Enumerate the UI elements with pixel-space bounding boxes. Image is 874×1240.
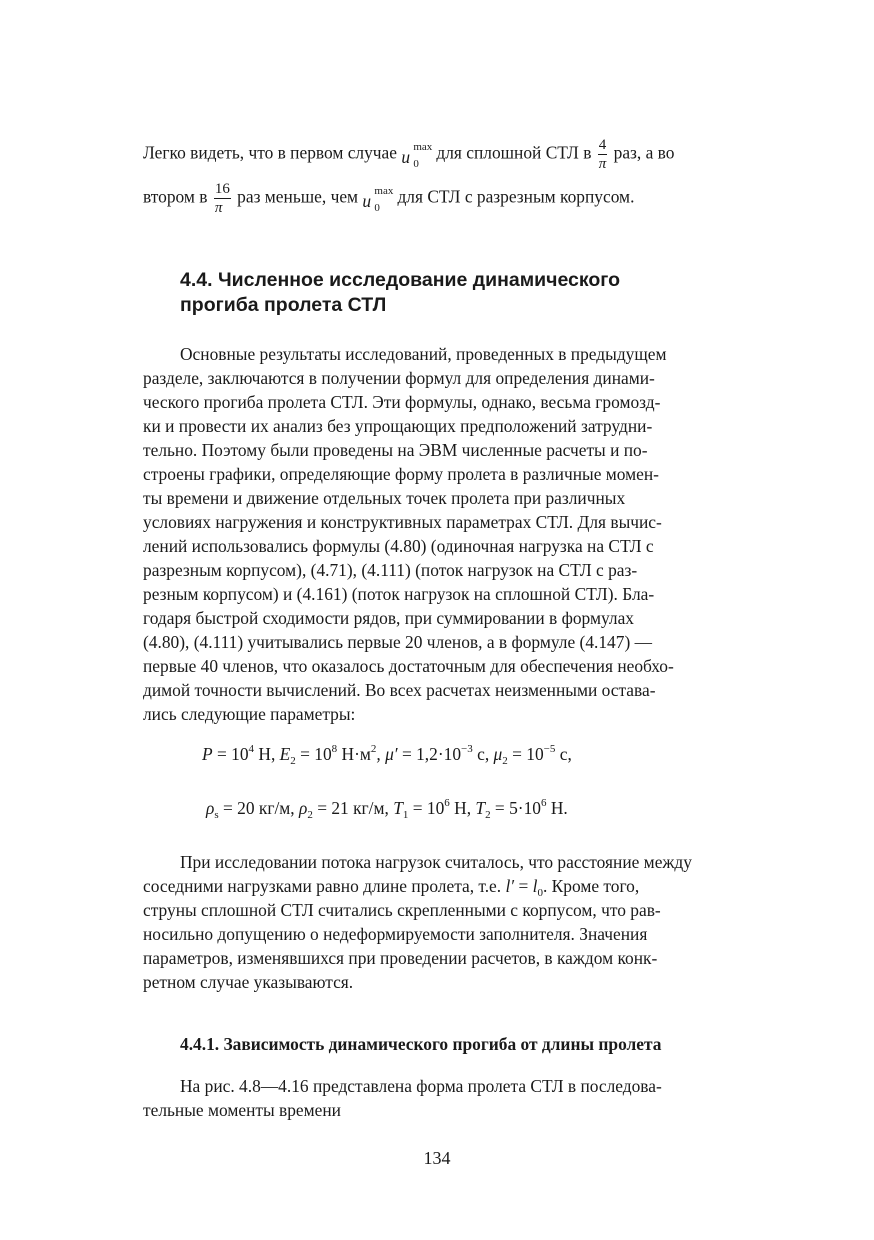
section-heading-line-2: прогиба пролета СТЛ xyxy=(180,294,387,316)
intro-paragraph xyxy=(143,136,758,217)
body3-line: На рис. 4.8—4.16 представлена форма пролета СТЛ в последова- xyxy=(180,1076,662,1096)
fraction-4-pi: $\frac{4}{\pi}$ xyxy=(598,137,607,172)
body2-line-6: ретном случае указываются. xyxy=(143,972,354,992)
body2-line-3: струны сплошной СТЛ считались скрепленными с корпусом, что рав- xyxy=(143,900,661,920)
body1-line: ки и провести их анализ без упрощающих предположений затрудни- xyxy=(143,416,653,436)
u0max-symbol-2: u max 0 xyxy=(362,184,394,214)
body1-line: (4.80), (4.111) учитывались первые 20 членов, а в формуле (4.147) — xyxy=(143,632,652,652)
body1-line: тельно. Поэтому были проведены на ЭВМ численные расчеты и по- xyxy=(143,440,648,460)
body1-line: лений использовались формулы (4.80) (одиночная нагрузка на СТЛ с xyxy=(143,536,654,556)
formula-parameters-1: $P = 10^4$ Н, $E_2 = 10^8$ $Н\cdot м^2$, $\mu' = 1,2\cdot 10^{-3}$ с, $\mu_2 = 10^{-5}$ с, xyxy=(202,743,572,767)
body1-line: ческого прогиба пролета СТЛ. Эти формулы, однако, весьма громозд- xyxy=(143,392,661,412)
body1-line: первые 40 членов, что оказалось достаточным для обеспечения необхо- xyxy=(143,656,674,676)
body1-line: строены графики, определяющие форму пролета в различные момен- xyxy=(143,464,659,484)
body-paragraph-2 xyxy=(143,850,758,994)
body1-line: Основные результаты исследований, проведенных в предыдущем xyxy=(180,344,667,364)
body-paragraph-1 xyxy=(143,342,758,726)
intro-line-2: втором в $\frac{16}{\pi}$ раз меньше, чем u max 0 для СТЛ с разрезным корпусом. xyxy=(143,181,635,216)
body2-line-2: соседними нагрузками равно длине пролета, т.е. $l' = l_0$. Кроме того, xyxy=(143,876,640,899)
body2-line-1: При исследовании потока нагрузок считалось, что расстояние между xyxy=(180,852,692,872)
body1-line: разрезным корпусом), (4.71), (4.111) (поток нагрузок на СТЛ с раз- xyxy=(143,560,638,580)
formula-parameters-2: $\rho_s = 20$ кг/м, $\rho_2 = 21$ кг/м, $T_1 = 10^6$ Н, $T_2 = 5\cdot 10^6$ Н. xyxy=(206,797,568,821)
body1-line: димой точности вычислений. Во всех расчетах неизменными остава- xyxy=(143,680,656,700)
page-number: 134 xyxy=(423,1148,451,1168)
body1-line: годаря быстрой сходимости рядов, при суммировании в формулах xyxy=(143,608,635,628)
u0max-symbol: u max 0 xyxy=(401,140,433,170)
body-paragraph-3 xyxy=(143,1074,758,1122)
intro-line-1: Легко видеть, что в первом случае u max 0 для сплошной СТЛ в $\frac{4}{\pi}$ раз, а во xyxy=(143,137,675,172)
subsection-heading: 4.4.1. Зависимость динамического прогиба от длины пролета xyxy=(180,1034,662,1054)
body1-line: резным корпусом) и (4.161) (поток нагрузок на сплошной СТЛ). Бла- xyxy=(143,584,655,604)
section-heading xyxy=(180,268,740,318)
body1-line: ты времени и движение отдельных точек пролета при различных xyxy=(143,488,626,508)
fraction-16-pi: $\frac{16}{\pi}$ xyxy=(214,181,230,216)
body1-line: лись следующие параметры: xyxy=(143,704,356,724)
body2-line-4: носильно допущению о недеформируемости заполнителя. Значения xyxy=(143,924,648,944)
body1-line: разделе, заключаются в получении формул для определения динами- xyxy=(143,368,655,388)
section-heading-line-1: 4.4. Численное исследование динамического xyxy=(180,269,621,291)
body2-line-5: параметров, изменявшихся при проведении расчетов, в каждом конк- xyxy=(143,948,658,968)
body1-line: условиях нагружения и конструктивных параметрах СТЛ. Для вычис- xyxy=(143,512,662,532)
body3-line: тельные моменты времени xyxy=(143,1100,341,1120)
